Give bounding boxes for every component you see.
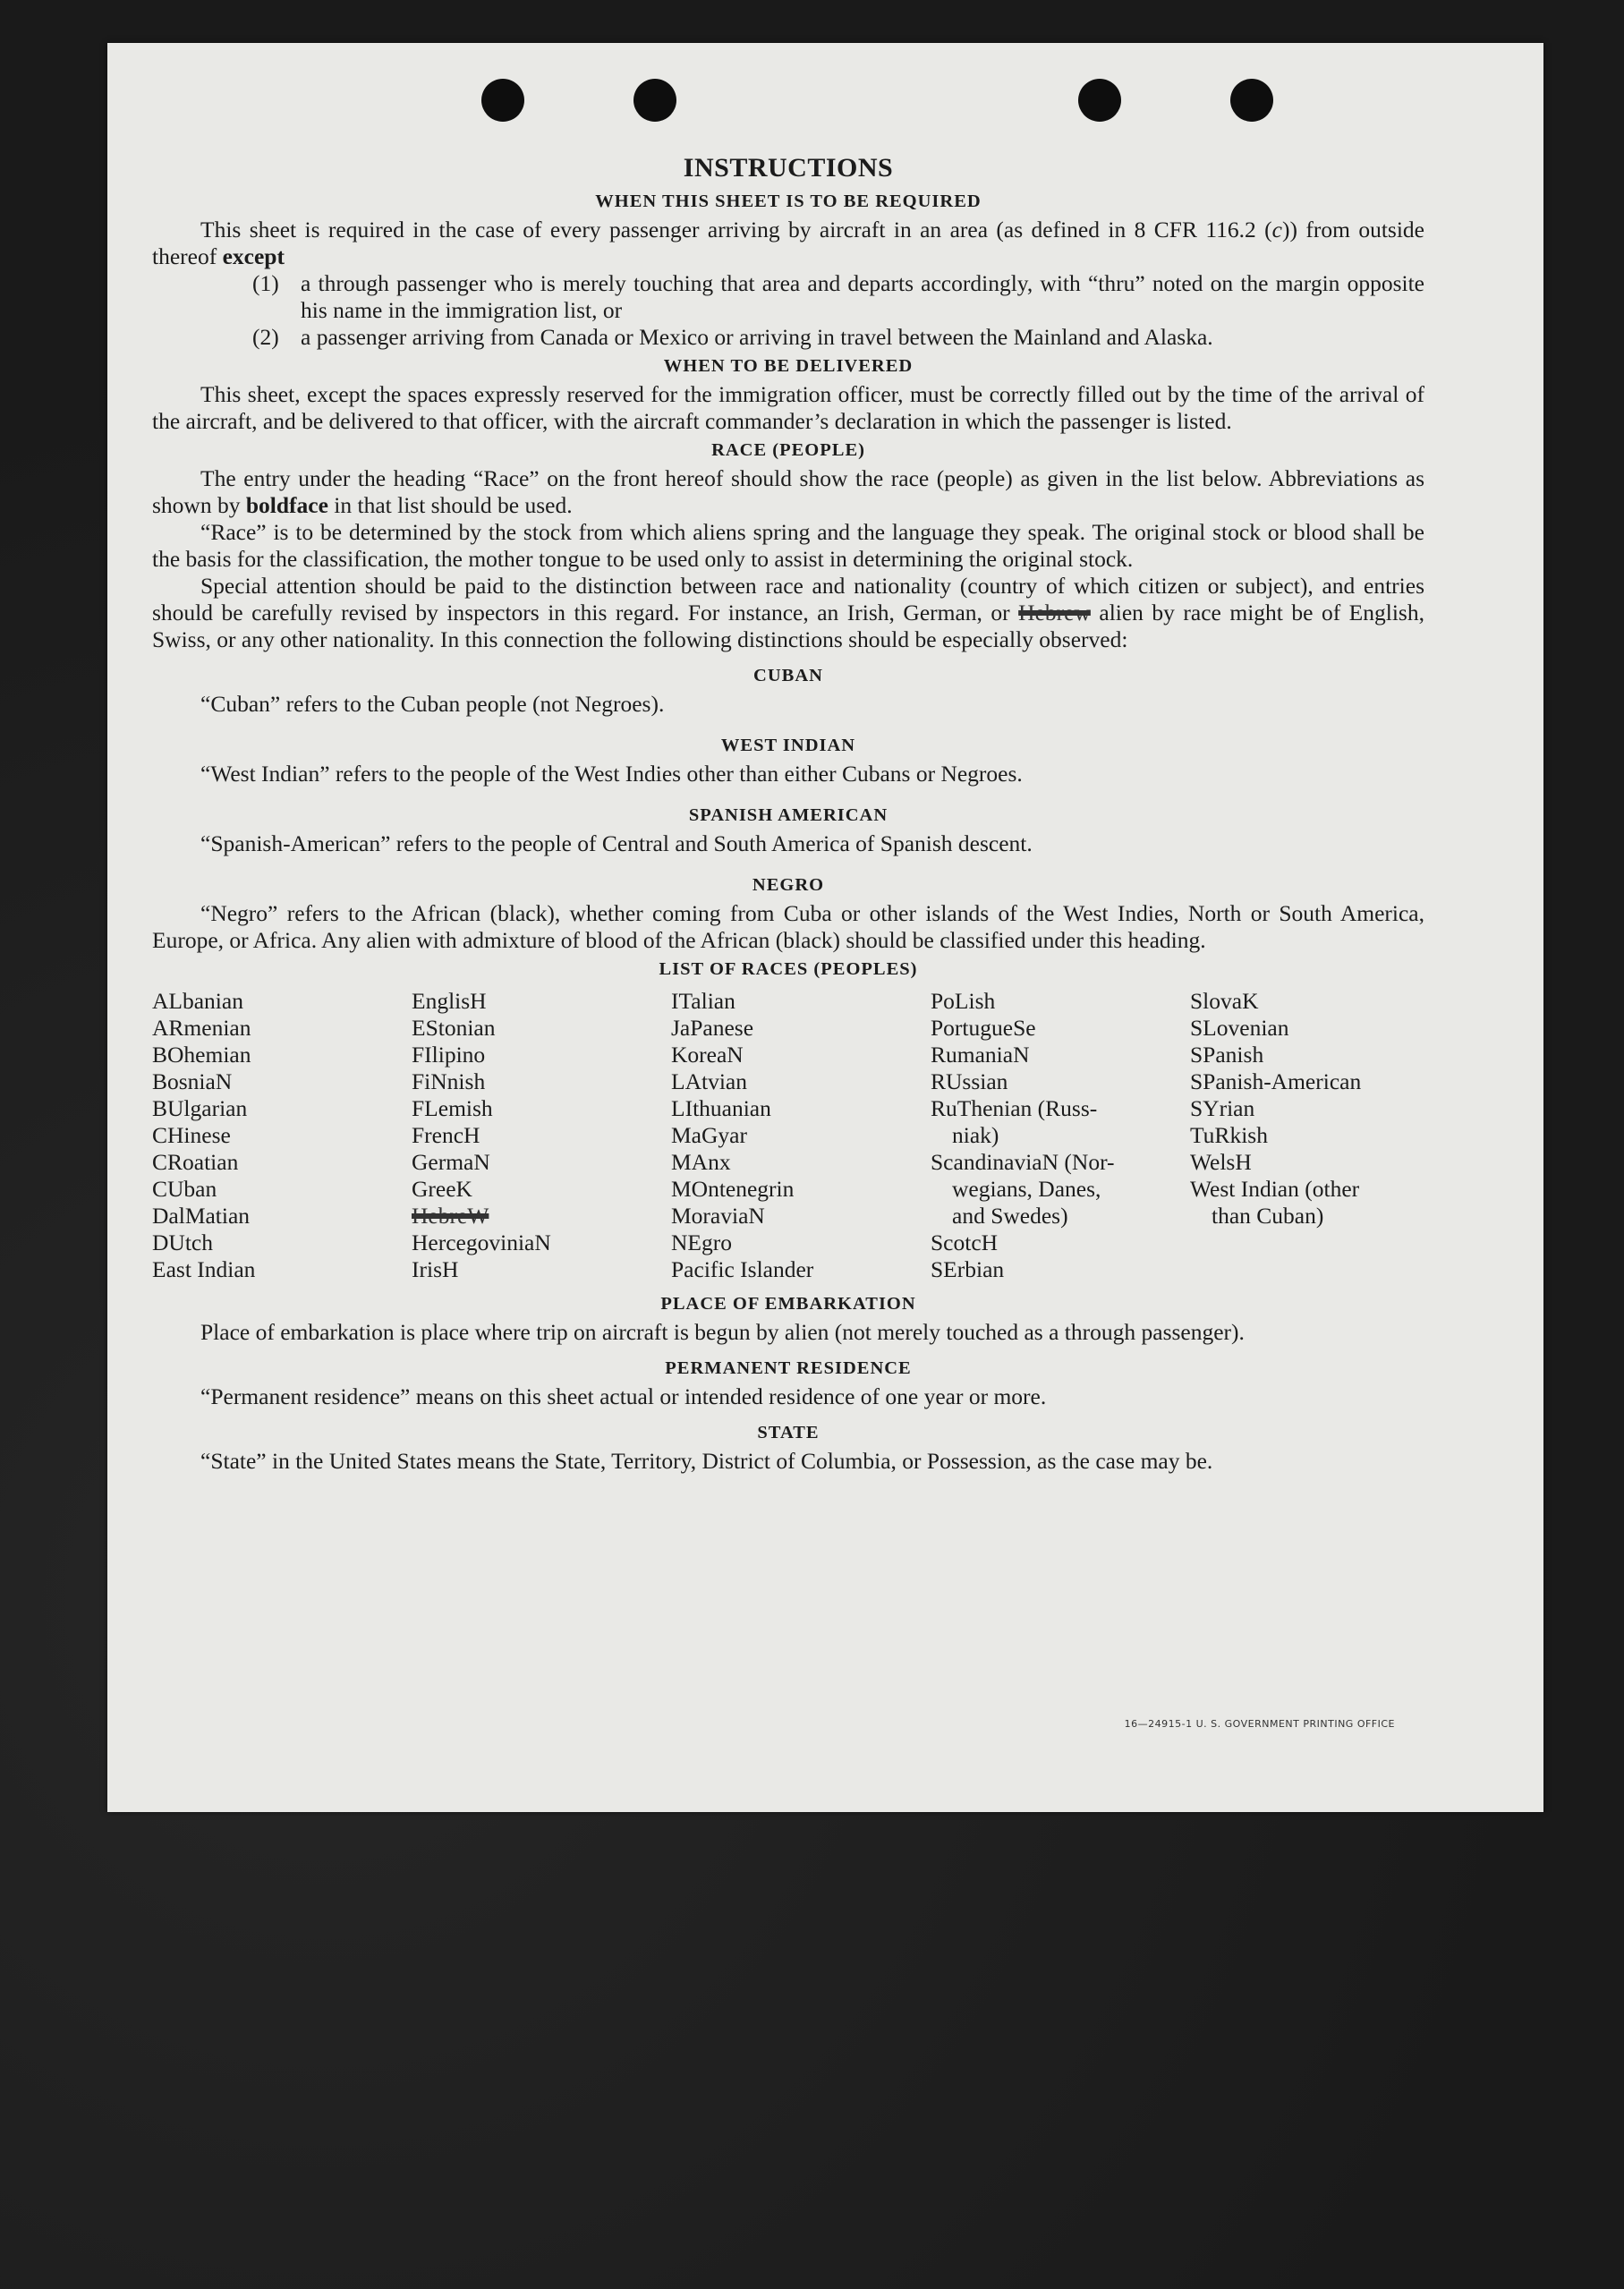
- heading-permanent-residence: PERMANENT RESIDENCE: [665, 1358, 912, 1378]
- heading-cuban: CUBAN: [753, 666, 823, 685]
- heading-west-indian: WEST INDIAN: [720, 736, 856, 755]
- heading-list-of-races: LIST OF RACES (PEOPLES): [659, 959, 918, 979]
- race-p3-suffix: alien by race might be of English, Swiss, or any other nationality. In this connection the following distinctions should be especially observed:: [152, 600, 1424, 652]
- printing-office-code: 16—24915-1 U. S. GOVERNMENT PRINTING OFFICE: [1124, 1718, 1395, 1730]
- intro-mid: )) from outside thereof: [152, 217, 1424, 269]
- race-item: FIlipino: [412, 1042, 486, 1068]
- race-column: [412, 988, 671, 1283]
- punch-hole-2: [633, 79, 676, 122]
- race-item: IrisH: [412, 1256, 459, 1282]
- residence-text: “Permanent residence” means on this sheet actual or intended residence of one year or more.: [200, 1383, 1047, 1409]
- west-indian-text: “West Indian” refers to the people of the West Indies other than either Cubans or Negroes.: [200, 761, 1023, 787]
- race-item: SlovaK: [1190, 988, 1259, 1014]
- when-delivered-text: This sheet, except the spaces expressly reserved for the immigration officer, must be correctly filled out by the time of the arrival of the aircraft, and be delivered to that officer, with the aircraft commander’s declaration in which the passenger is listed.: [152, 381, 1424, 434]
- race-item: ITalian: [671, 988, 735, 1014]
- race-item: and Swedes): [952, 1203, 1068, 1229]
- list-item: [152, 270, 1424, 324]
- race-item: NEgro: [671, 1230, 732, 1255]
- race-item: than Cuban): [1212, 1203, 1324, 1229]
- race-item: SYrian: [1190, 1095, 1255, 1121]
- sheet-content: [152, 150, 1424, 1475]
- race-item: ScotcH: [931, 1230, 999, 1255]
- race-item: Pacific Islander: [671, 1256, 814, 1282]
- race-paragraph-2: “Race” is to be determined by the stock from which aliens spring and the language they speak. The original stock or blood shall be the basis for the classification, the mother tongue to be used only to assist in determining the original stock.: [152, 519, 1424, 572]
- embarkation-text: Place of embarkation is place where trip on aircraft is begun by alien (not merely touched as a through passenger).: [200, 1319, 1245, 1345]
- race-column: [931, 988, 1190, 1283]
- race-column: [152, 988, 412, 1283]
- race-item: BUlgarian: [152, 1095, 248, 1121]
- race-item: FiNnish: [412, 1068, 486, 1094]
- race-item: CHinese: [152, 1122, 231, 1148]
- race-item: RuThenian (Russ-: [931, 1095, 1098, 1121]
- race-item: RUssian: [931, 1068, 1008, 1094]
- race-item: EnglisH: [412, 988, 487, 1014]
- page-title: INSTRUCTIONS: [683, 153, 894, 183]
- list-item: [152, 324, 1424, 351]
- races-list: [152, 988, 1424, 1283]
- list-text: a passenger arriving from Canada or Mexico or arriving in travel between the Mainland and Alaska.: [301, 324, 1213, 350]
- race-item: SPanish: [1190, 1042, 1264, 1068]
- race-item: CUban: [152, 1176, 217, 1202]
- race-item: wegians, Danes,: [952, 1176, 1101, 1202]
- punch-hole-3: [1078, 79, 1121, 122]
- heading-spanish-american: SPANISH AMERICAN: [688, 805, 889, 825]
- race-item: KoreaN: [671, 1042, 744, 1068]
- intro-c: c: [1271, 217, 1282, 243]
- race-item: WelsH: [1190, 1149, 1252, 1175]
- race-paragraph-3: [152, 573, 1424, 653]
- race-item: ScandinaviaN (Nor-: [931, 1149, 1115, 1175]
- race-item: PoLish: [931, 988, 996, 1014]
- race-item: MAnx: [671, 1149, 731, 1175]
- intro-prefix: This sheet is required in the case of every passenger arriving by aircraft in an area (as defined in 8 CFR 116.2 (: [200, 217, 1272, 243]
- race-item: EStonian: [412, 1015, 496, 1041]
- race-item: FrencH: [412, 1122, 480, 1148]
- heading-embarkation: PLACE OF EMBARKATION: [660, 1294, 916, 1314]
- race-item: ALbanian: [152, 988, 243, 1014]
- race-item: TuRkish: [1190, 1122, 1268, 1148]
- race-item: CRoatian: [152, 1149, 239, 1175]
- race-item: MoraviaN: [671, 1203, 765, 1229]
- race-item: GermaN: [412, 1149, 490, 1175]
- race-item: RumaniaN: [931, 1042, 1030, 1068]
- list-number: (1): [252, 270, 279, 296]
- race-item: BOhemian: [152, 1042, 251, 1068]
- race-item: JaPanese: [671, 1015, 754, 1041]
- race-item: ARmenian: [152, 1015, 251, 1041]
- race-item: DalMatian: [152, 1203, 251, 1229]
- race-p1-bold: boldface: [245, 492, 328, 518]
- race-item: MaGyar: [671, 1122, 747, 1148]
- race-p1-suffix: in that list should be used.: [327, 492, 573, 518]
- race-item: East Indian: [152, 1256, 256, 1282]
- when-required-intro: [152, 217, 1424, 270]
- race-column: [671, 988, 931, 1283]
- intro-except: except: [222, 243, 285, 269]
- race-p3-prefix: Special attention should be paid to the distinction between race and nationality (country of which citizen or subject), and entries should be carefully revised by inspectors in this regard. For instance, an Irish, German, or: [152, 573, 1424, 625]
- instruction-sheet: [107, 43, 1543, 1812]
- race-item: LAtvian: [671, 1068, 747, 1094]
- race-item: West Indian (other: [1190, 1176, 1360, 1202]
- list-text: a through passenger who is merely touching that area and departs accordingly, with “thru” noted on the margin opposite his name in the immigration list, or: [301, 270, 1424, 323]
- heading-when-delivered: WHEN TO BE DELIVERED: [663, 356, 914, 376]
- race-item: niak): [952, 1122, 999, 1148]
- race-item: HebreW: [412, 1203, 489, 1229]
- heading-race: RACE (PEOPLE): [711, 440, 865, 460]
- heading-negro: NEGRO: [752, 875, 825, 895]
- race-item: SPanish-American: [1190, 1068, 1362, 1094]
- state-text: “State” in the United States means the State, Territory, District of Columbia, or Possession, as the case may be.: [200, 1448, 1213, 1474]
- race-item: MOntenegrin: [671, 1176, 795, 1202]
- race-column: [1190, 988, 1424, 1283]
- punch-hole-4: [1230, 79, 1273, 122]
- race-paragraph-1: [152, 465, 1424, 519]
- spanish-american-text: “Spanish-American” refers to the people of Central and South America of Spanish descent.: [200, 830, 1033, 856]
- race-item: PortugueSe: [931, 1015, 1036, 1041]
- negro-text: “Negro” refers to the African (black), whether coming from Cuba or other islands of the West Indies, North or South America, Europe, or Africa. Any alien with admixture of blood of the African (black) should be classified under this heading.: [152, 900, 1424, 953]
- race-item: DUtch: [152, 1230, 213, 1255]
- race-item: FLemish: [412, 1095, 493, 1121]
- race-p1-prefix: The entry under the heading “Race” on the front hereof should show the race (people) as given in the list below. Abbreviations as shown by: [152, 465, 1424, 518]
- struck-word: Hebrew: [1018, 600, 1091, 625]
- race-item: HercegoviniaN: [412, 1230, 551, 1255]
- cuban-text: “Cuban” refers to the Cuban people (not Negroes).: [200, 691, 665, 717]
- race-item: GreeK: [412, 1176, 472, 1202]
- heading-state: STATE: [757, 1423, 820, 1442]
- race-item: LIthuanian: [671, 1095, 771, 1121]
- race-item: BosniaN: [152, 1068, 233, 1094]
- race-item: SLovenian: [1190, 1015, 1289, 1041]
- list-number: (2): [252, 324, 279, 350]
- punch-hole-1: [481, 79, 524, 122]
- heading-when-required: WHEN THIS SHEET IS TO BE REQUIRED: [595, 191, 982, 211]
- race-item: SErbian: [931, 1256, 1005, 1282]
